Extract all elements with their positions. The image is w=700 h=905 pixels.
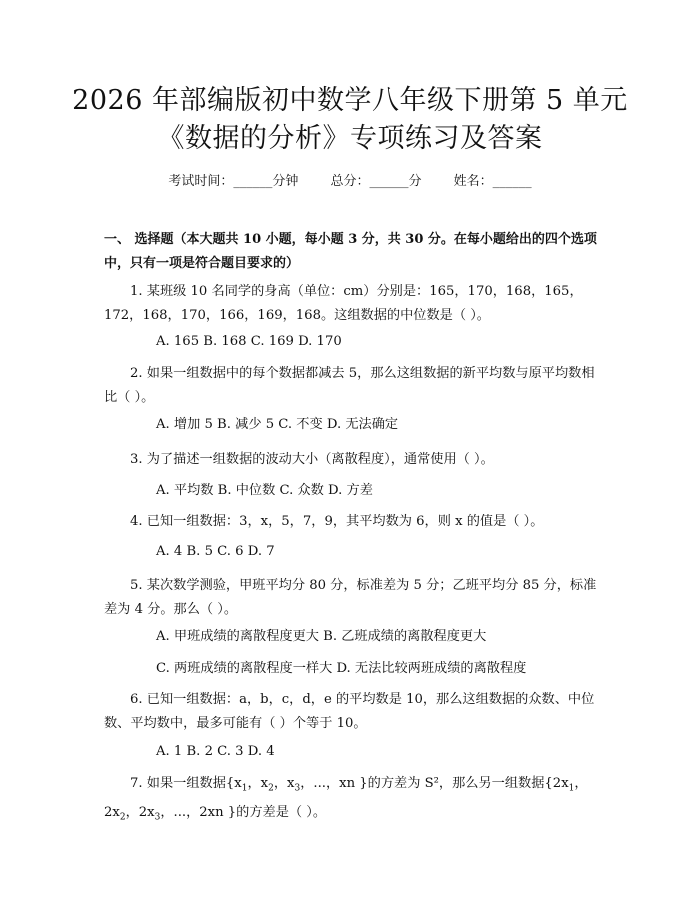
question-6-options: A. 1 B. 2 C. 3 D. 4 [156,744,275,759]
question-5-stem: 5. 某次数学测验，甲班平均分 80 分，标准差为 5 分；乙班平均分 85 分，标准差为 4 分。那么（ ）。 [104,578,597,617]
q7-sub: 2 [268,783,274,794]
question-6-stem: 6. 已知一组数据：a，b，c，d，e 的平均数是 10，那么这组数据的众数、中位数、平均数中，最多可能有（ ）个等于 10。 [104,692,595,731]
q7-sub: 3 [154,812,161,823]
document-title-line1: 2026 年部编版初中数学八年级下册第 5 单元 [72,85,628,116]
q7-part: ，2x [104,776,588,820]
q7-part: 7. 如果一组数据{x [130,776,242,791]
question-5-options-line2: C. 两班成绩的离散程度一样大 D. 无法比较两班成绩的离散程度 [156,661,527,676]
question-4-options: A. 4 B. 5 C. 6 D. 7 [156,544,275,559]
q7-sub: 3 [294,783,301,794]
total-score-field: 总分：______分 [330,174,422,189]
student-name-field: 姓名：______ [453,174,532,189]
exam-time-field: 考试时间：______分钟 [168,174,299,189]
q7-part: ，2x [125,804,155,820]
q7-part: ，...，2xn }的方差是（ ）。 [160,804,327,820]
q7-sub: 1 [241,783,248,794]
question-5-options-line1: A. 甲班成绩的离散程度更大 B. 乙班成绩的离散程度更大 [156,629,487,644]
question-4-stem: 4. 已知一组数据：3，x，5，7，9，其平均数为 6，则 x 的值是（ ）。 [130,514,544,529]
exam-info-line [0,170,700,189]
q7-part: ，...，xn }的方差为 S²，那么另一组数据{2x [300,776,569,791]
question-3-options: A. 平均数 B. 中位数 C. 众数 D. 方差 [156,483,373,498]
q7-part: ，x [247,776,269,791]
question-3-stem: 3. 为了描述一组数据的波动大小（离散程度），通常使用（ ）。 [130,452,494,467]
question-1-stem: 1. 某班级 10 名同学的身高（单位：cm）分别是：165，170，168，165，172，168，170，166，169，168。这组数据的中位数是（ ）。 [104,284,583,323]
section-heading: 一、 选择题（本大题共 10 小题，每小题 3 分，共 30 分。在每小题给出的四个选项中，只有一项是符合题目要求的） [104,232,597,271]
question-1-options: A. 165 B. 168 C. 169 D. 170 [156,334,342,349]
q7-sub: 2 [119,812,126,823]
question-2-stem: 2. 如果一组数据中的每个数据都减去 5，那么这组数据的新平均数与原平均数相比（ ）。 [104,366,595,405]
question-2-options: A. 增加 5 B. 减少 5 C. 不变 D. 无法确定 [156,417,399,432]
document-title-line2: 《数据的分析》专项练习及答案 [157,123,543,154]
question-7-stem [104,772,600,829]
q7-part: ，x [273,776,295,791]
q7-sub: 1 [568,783,575,794]
